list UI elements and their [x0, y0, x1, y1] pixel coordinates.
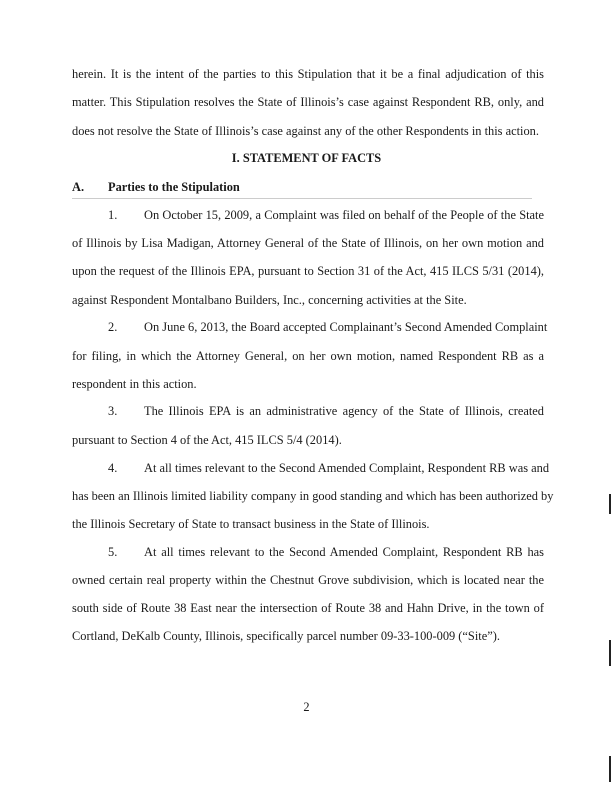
- scan-edge-artifact: [609, 640, 611, 666]
- intro-line: herein. It is the intent of the parties to this Stipulation that it be a final adjudication of this: [72, 67, 544, 81]
- intro-line: does not resolve the State of Illinois’s case against any of the other Respondents in this action.: [72, 124, 539, 138]
- paragraph-number: 3.: [108, 404, 118, 418]
- paragraph-line: has been an Illinois limited liability company in good standing and which has been authorized by: [72, 489, 554, 503]
- paragraph-line: upon the request of the Illinois EPA, pursuant to Section 31 of the Act, 415 ILCS 5/31 (2014),: [72, 264, 544, 278]
- paragraph-line: against Respondent Montalbano Builders, Inc., concerning activities at the Site.: [72, 293, 467, 307]
- paragraph-line: of Illinois by Lisa Madigan, Attorney General of the State of Illinois, on her own motion and: [72, 236, 544, 250]
- paragraph-line: owned certain real property within the Chestnut Grove subdivision, which is located near the: [72, 573, 544, 587]
- paragraph-line: pursuant to Section 4 of the Act, 415 ILCS 5/4 (2014).: [72, 433, 342, 447]
- paragraph-line: At all times relevant to the Second Amended Complaint, Respondent RB was and: [144, 461, 550, 475]
- paragraph-number: 5.: [108, 545, 118, 559]
- section-heading: I. STATEMENT OF FACTS: [231, 151, 382, 165]
- subsection-letter: A.: [72, 180, 85, 194]
- paragraph-line: the Illinois Secretary of State to transact business in the State of Illinois.: [72, 517, 430, 531]
- page-number: 2: [303, 700, 310, 714]
- paragraph-line: At all times relevant to the Second Amended Complaint, Respondent RB has: [144, 545, 544, 559]
- paragraph-line: On June 6, 2013, the Board accepted Complainant’s Second Amended Complaint: [144, 320, 548, 334]
- subsection-title: Parties to the Stipulation: [108, 180, 240, 194]
- paragraph-line: south side of Route 38 East near the intersection of Route 38 and Hahn Drive, in the town of: [72, 601, 544, 615]
- paragraph-line: The Illinois EPA is an administrative agency of the State of Illinois, created: [144, 404, 544, 418]
- scan-edge-artifact: [609, 494, 611, 514]
- scan-artifact-rule: [72, 198, 532, 199]
- paragraph-number: 4.: [108, 461, 118, 475]
- paragraph-line: for filing, in which the Attorney General, on her own motion, named Respondent RB as a: [72, 349, 544, 363]
- paragraph-line: respondent in this action.: [72, 377, 197, 391]
- paragraph-number: 2.: [108, 320, 118, 334]
- paragraph-number: 1.: [108, 208, 118, 222]
- intro-line: matter. This Stipulation resolves the State of Illinois’s case against Respondent RB, only, and: [72, 95, 544, 109]
- paragraph-line: On October 15, 2009, a Complaint was filed on behalf of the People of the State: [144, 208, 544, 222]
- paragraph-line: Cortland, DeKalb County, Illinois, specifically parcel number 09-33-100-009 (“Site”).: [72, 629, 500, 643]
- scan-edge-artifact: [609, 756, 611, 782]
